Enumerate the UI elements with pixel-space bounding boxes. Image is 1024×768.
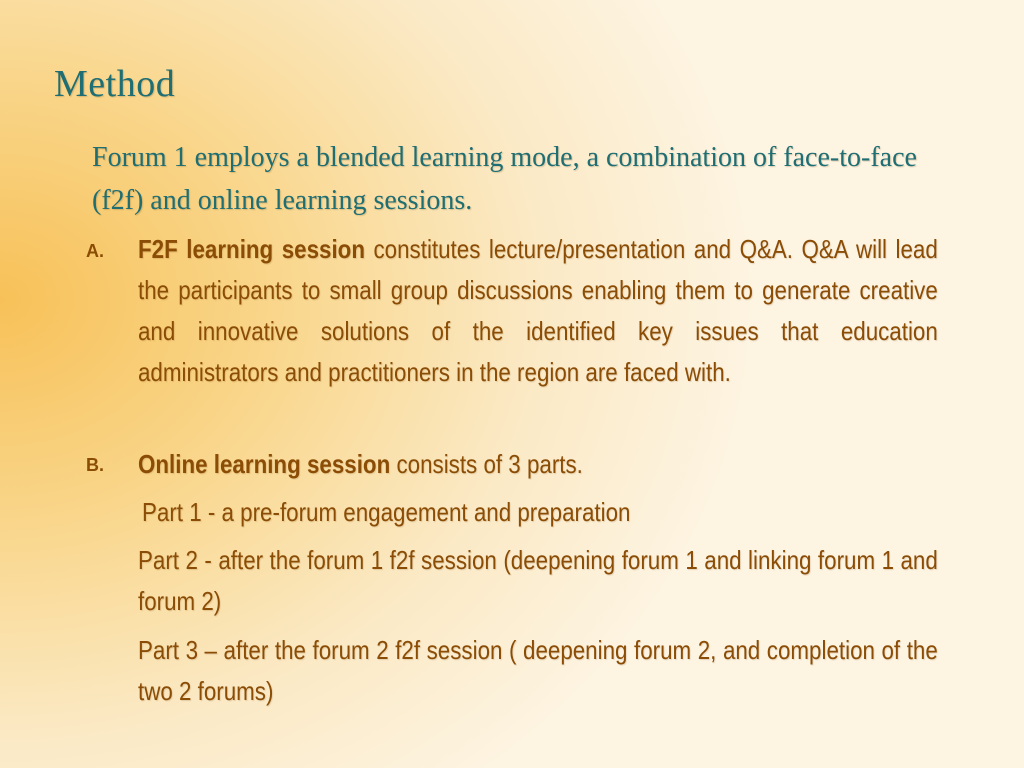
list-item-f2f [138, 229, 938, 393]
item-a-heading: F2F learning session [138, 234, 365, 264]
intro-paragraph: Forum 1 employs a blended learning mode, a combination of face-to-face (f2f) and online learning sessions. [92, 142, 917, 216]
list-item-online [138, 444, 938, 485]
item-b-text: consists of 3 parts. [390, 449, 583, 479]
item-a-text: constitutes lecture/presentation and Q&A. Q&A will lead the participants to small group discussions enabling them to generate creative and innovative solutions of the identified key issues that education administrators and practitioners in the region are faced with. [138, 234, 938, 387]
part-3-text: Part 3 – after the forum 2 f2f session ( deepening forum 2, and completion of the two 2 forums) [138, 635, 938, 706]
item-b-heading: Online learning session [138, 449, 391, 479]
bullet-marker-a: A. [86, 241, 104, 261]
part-2-text: Part 2 - after the forum 1 f2f session (deepening forum 1 and linking forum 1 and forum 2) [138, 545, 938, 616]
bullet-marker-b: B. [86, 455, 104, 475]
part-1-text: Part 1 - a pre-forum engagement and preparation [142, 497, 631, 527]
slide-title: Method [54, 63, 176, 105]
